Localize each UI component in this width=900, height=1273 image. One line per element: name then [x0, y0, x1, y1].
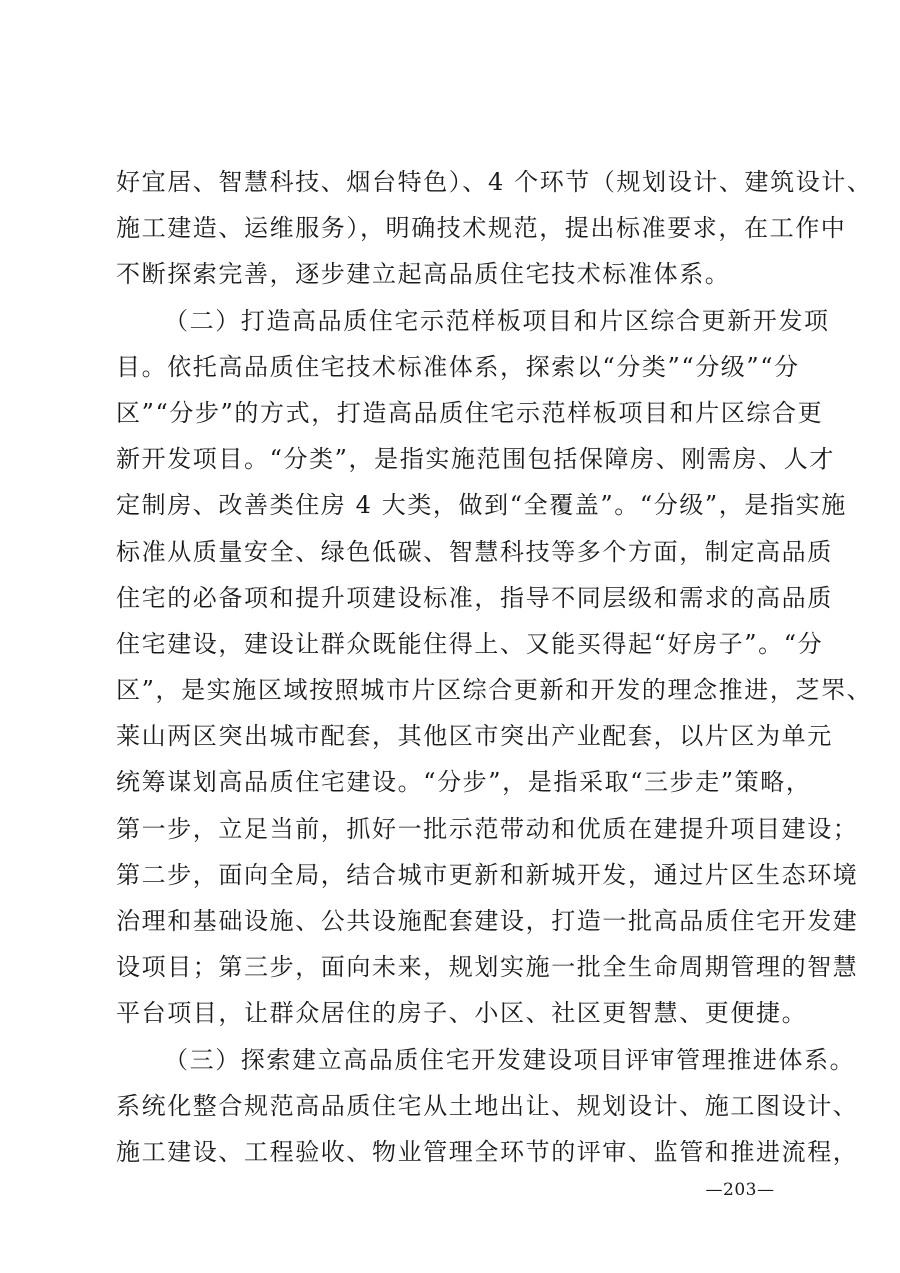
text-line: 莱山两区突出城市配套，其他区市突出产业配套，以片区为单元 — [116, 722, 833, 751]
section-heading-3: （三）探索建立高品质住宅开发建设项目评审管理推进体系。 — [164, 1045, 856, 1074]
text-line: 好宜居、智慧科技、烟台特色）、4 个环节（规划设计、建筑设计、 — [116, 168, 873, 196]
text-line: 不断探索完善，逐步建立起高品质住宅技术标准体系。 — [116, 260, 731, 289]
text-line: 住宅的必备项和提升项建设标准，指导不同层级和需求的高品质 — [116, 583, 833, 612]
text-line: 系统化整合规范高品质住宅从土地出让、规划设计、施工图设计、 — [116, 1091, 859, 1120]
text-line: 目。依托高品质住宅技术标准体系，探索以“分类”“分级”“分 — [116, 352, 800, 381]
text-line: 标准从质量安全、绿色低碳、智慧科技等多个方面，制定高品质 — [116, 537, 833, 566]
text-line: 区”，是实施区域按照城市片区综合更新和开发的理念推进，芝罘、 — [116, 676, 873, 705]
body-text — [116, 159, 873, 1175]
text-line: 区”“分步”的方式，打造高品质住宅示范样板项目和片区综合更 — [116, 398, 824, 427]
section-heading-2: （二）打造高品质住宅示范样板项目和片区综合更新开发项 — [164, 306, 830, 335]
text-line: 施工建设、工程验收、物业管理全环节的评审、监管和推进流程， — [116, 1137, 859, 1166]
text-line: 设项目；第三步，面向未来，规划实施一批全生命周期管理的智慧 — [116, 953, 859, 982]
text-line: 统筹谋划高品质住宅建设。“分步”，是指采取“三步走”策略， — [116, 768, 812, 797]
text-line: 住宅建设，建设让群众既能住得上、又能买得起“好房子”。“分 — [116, 629, 824, 658]
text-line: 施工建造、运维服务），明确技术规范，提出标准要求，在工作中 — [116, 214, 847, 243]
text-line: 第一步，立足当前，抓好一批示范带动和优质在建提升项目建设； — [116, 814, 859, 843]
text-line: 第二步，面向全局，结合城市更新和新城开发，通过片区生态环境 — [116, 860, 859, 889]
text-line: 治理和基础设施、公共设施配套建设，打造一批高品质住宅开发建 — [116, 907, 859, 935]
text-line: 平台项目，让群众居住的房子、小区、社区更智慧、更便捷。 — [116, 999, 808, 1028]
page-number: —203— — [705, 1180, 775, 1200]
text-line: 新开发项目。“分类”，是指实施范围包括保障房、刚需房、人才 — [116, 445, 835, 474]
text-line: 定制房、改善类住房 4 大类，做到“全覆盖”。“分级”，是指实施 — [116, 491, 847, 520]
